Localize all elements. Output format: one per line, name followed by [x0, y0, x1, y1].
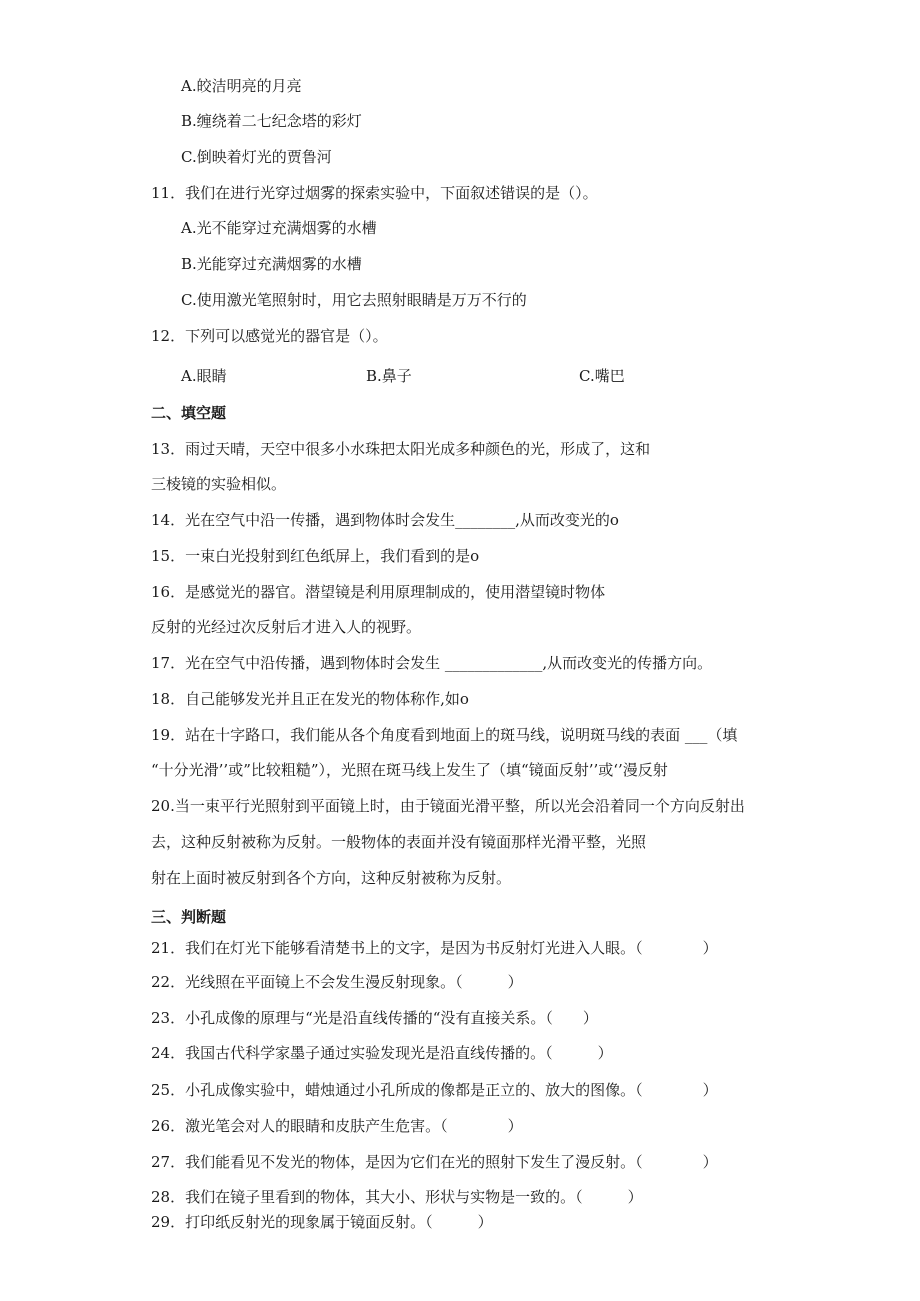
question-20: 20.当一束平行光照射到平面镜上时，由于镜面光滑平整，所以光会沿着同一个方向反射出 [151, 797, 745, 815]
section-heading-fill-blank: 二、填空题 [151, 404, 227, 422]
question-13: 13．雨过天晴，天空中很多小水珠把太阳光成多种颜色的光，形成了，这和 [151, 440, 651, 458]
q12-option-b: B.鼻子 [366, 367, 412, 385]
question-18: 18．自己能够发光并且正在发光的物体称作,如o [151, 690, 469, 708]
q11-option-c: C.使用激光笔照射时，用它去照射眼睛是万万不行的 [181, 291, 527, 309]
q11-option-b: B.光能穿过充满烟雾的水槽 [181, 255, 362, 273]
question-14: 14．光在空气中沿一传播，遇到物体时会发生________,从而改变光的o [151, 511, 619, 529]
question-12: 12．下列可以感觉光的器官是（）。 [151, 327, 388, 345]
section-heading-true-false: 三、判断题 [151, 908, 227, 926]
question-22: 22．光线照在平面镜上不会发生漫反射现象。（ ） [151, 973, 523, 991]
question-19-cont: “十分光滑’’或”比较粗糙”），光照在斑马线上发生了（填“镜面反射’’或‘’漫反射 [151, 761, 668, 779]
question-23: 23．小孔成像的原理与“光是沿直线传播的“没有直接关系。（ ） [151, 1009, 598, 1027]
question-17: 17．光在空气中沿传播，遇到物体时会发生 _____________,从而改变光的传播方向。 [151, 654, 713, 672]
q11-option-a: A.光不能穿过充满烟雾的水槽 [181, 219, 377, 237]
question-13-cont: 三棱镜的实验相似。 [151, 475, 287, 493]
q10-option-c: C.倒映着灯光的贾鲁河 [181, 148, 332, 166]
question-24: 24．我国古代科学家墨子通过实验发现光是沿直线传播的。（ ） [151, 1044, 613, 1062]
question-28: 28．我们在镜子里看到的物体，其大小、形状与实物是一致的。（ ） [151, 1188, 643, 1206]
question-20-cont-2: 射在上面时被反射到各个方向，这种反射被称为反射。 [151, 869, 512, 887]
question-26: 26．激光笔会对人的眼睛和皮肤产生危害。（ ） [151, 1117, 523, 1135]
question-15: 15．一束白光投射到红色纸屏上，我们看到的是o [151, 547, 480, 565]
question-16: 16．是感觉光的器官。潜望镜是利用原理制成的，使用潜望镜时物体 [151, 583, 606, 601]
question-27: 27．我们能看见不发光的物体，是因为它们在光的照射下发生了漫反射。（ ） [151, 1153, 718, 1171]
question-25: 25．小孔成像实验中，蜡烛通过小孔所成的像都是正立的、放大的图像。（ ） [151, 1081, 718, 1099]
question-11: 11．我们在进行光穿过烟雾的探索实验中，下面叙述错误的是（）。 [151, 184, 598, 202]
q10-option-b: B.缠绕着二七纪念塔的彩灯 [181, 112, 362, 130]
q12-option-a: A.眼睛 [181, 367, 227, 385]
question-19: 19．站在十字路口，我们能从各个角度看到地面上的斑马线，说明斑马线的表面 ___（填 [151, 726, 738, 744]
question-16-cont: 反射的光经过次反射后才进入人的视野。 [151, 618, 422, 636]
question-21: 21．我们在灯光下能够看清楚书上的文字，是因为书反射灯光进入人眼。（ ） [151, 939, 718, 957]
question-29: 29．打印纸反射光的现象属于镜面反射。（ ） [151, 1213, 493, 1231]
q10-option-a: A.皎洁明亮的月亮 [181, 77, 302, 95]
question-20-cont: 去，这种反射被称为反射。一般物体的表面并没有镜面那样光滑平整，光照 [151, 833, 647, 851]
q12-option-c: C.嘴巴 [579, 367, 625, 385]
